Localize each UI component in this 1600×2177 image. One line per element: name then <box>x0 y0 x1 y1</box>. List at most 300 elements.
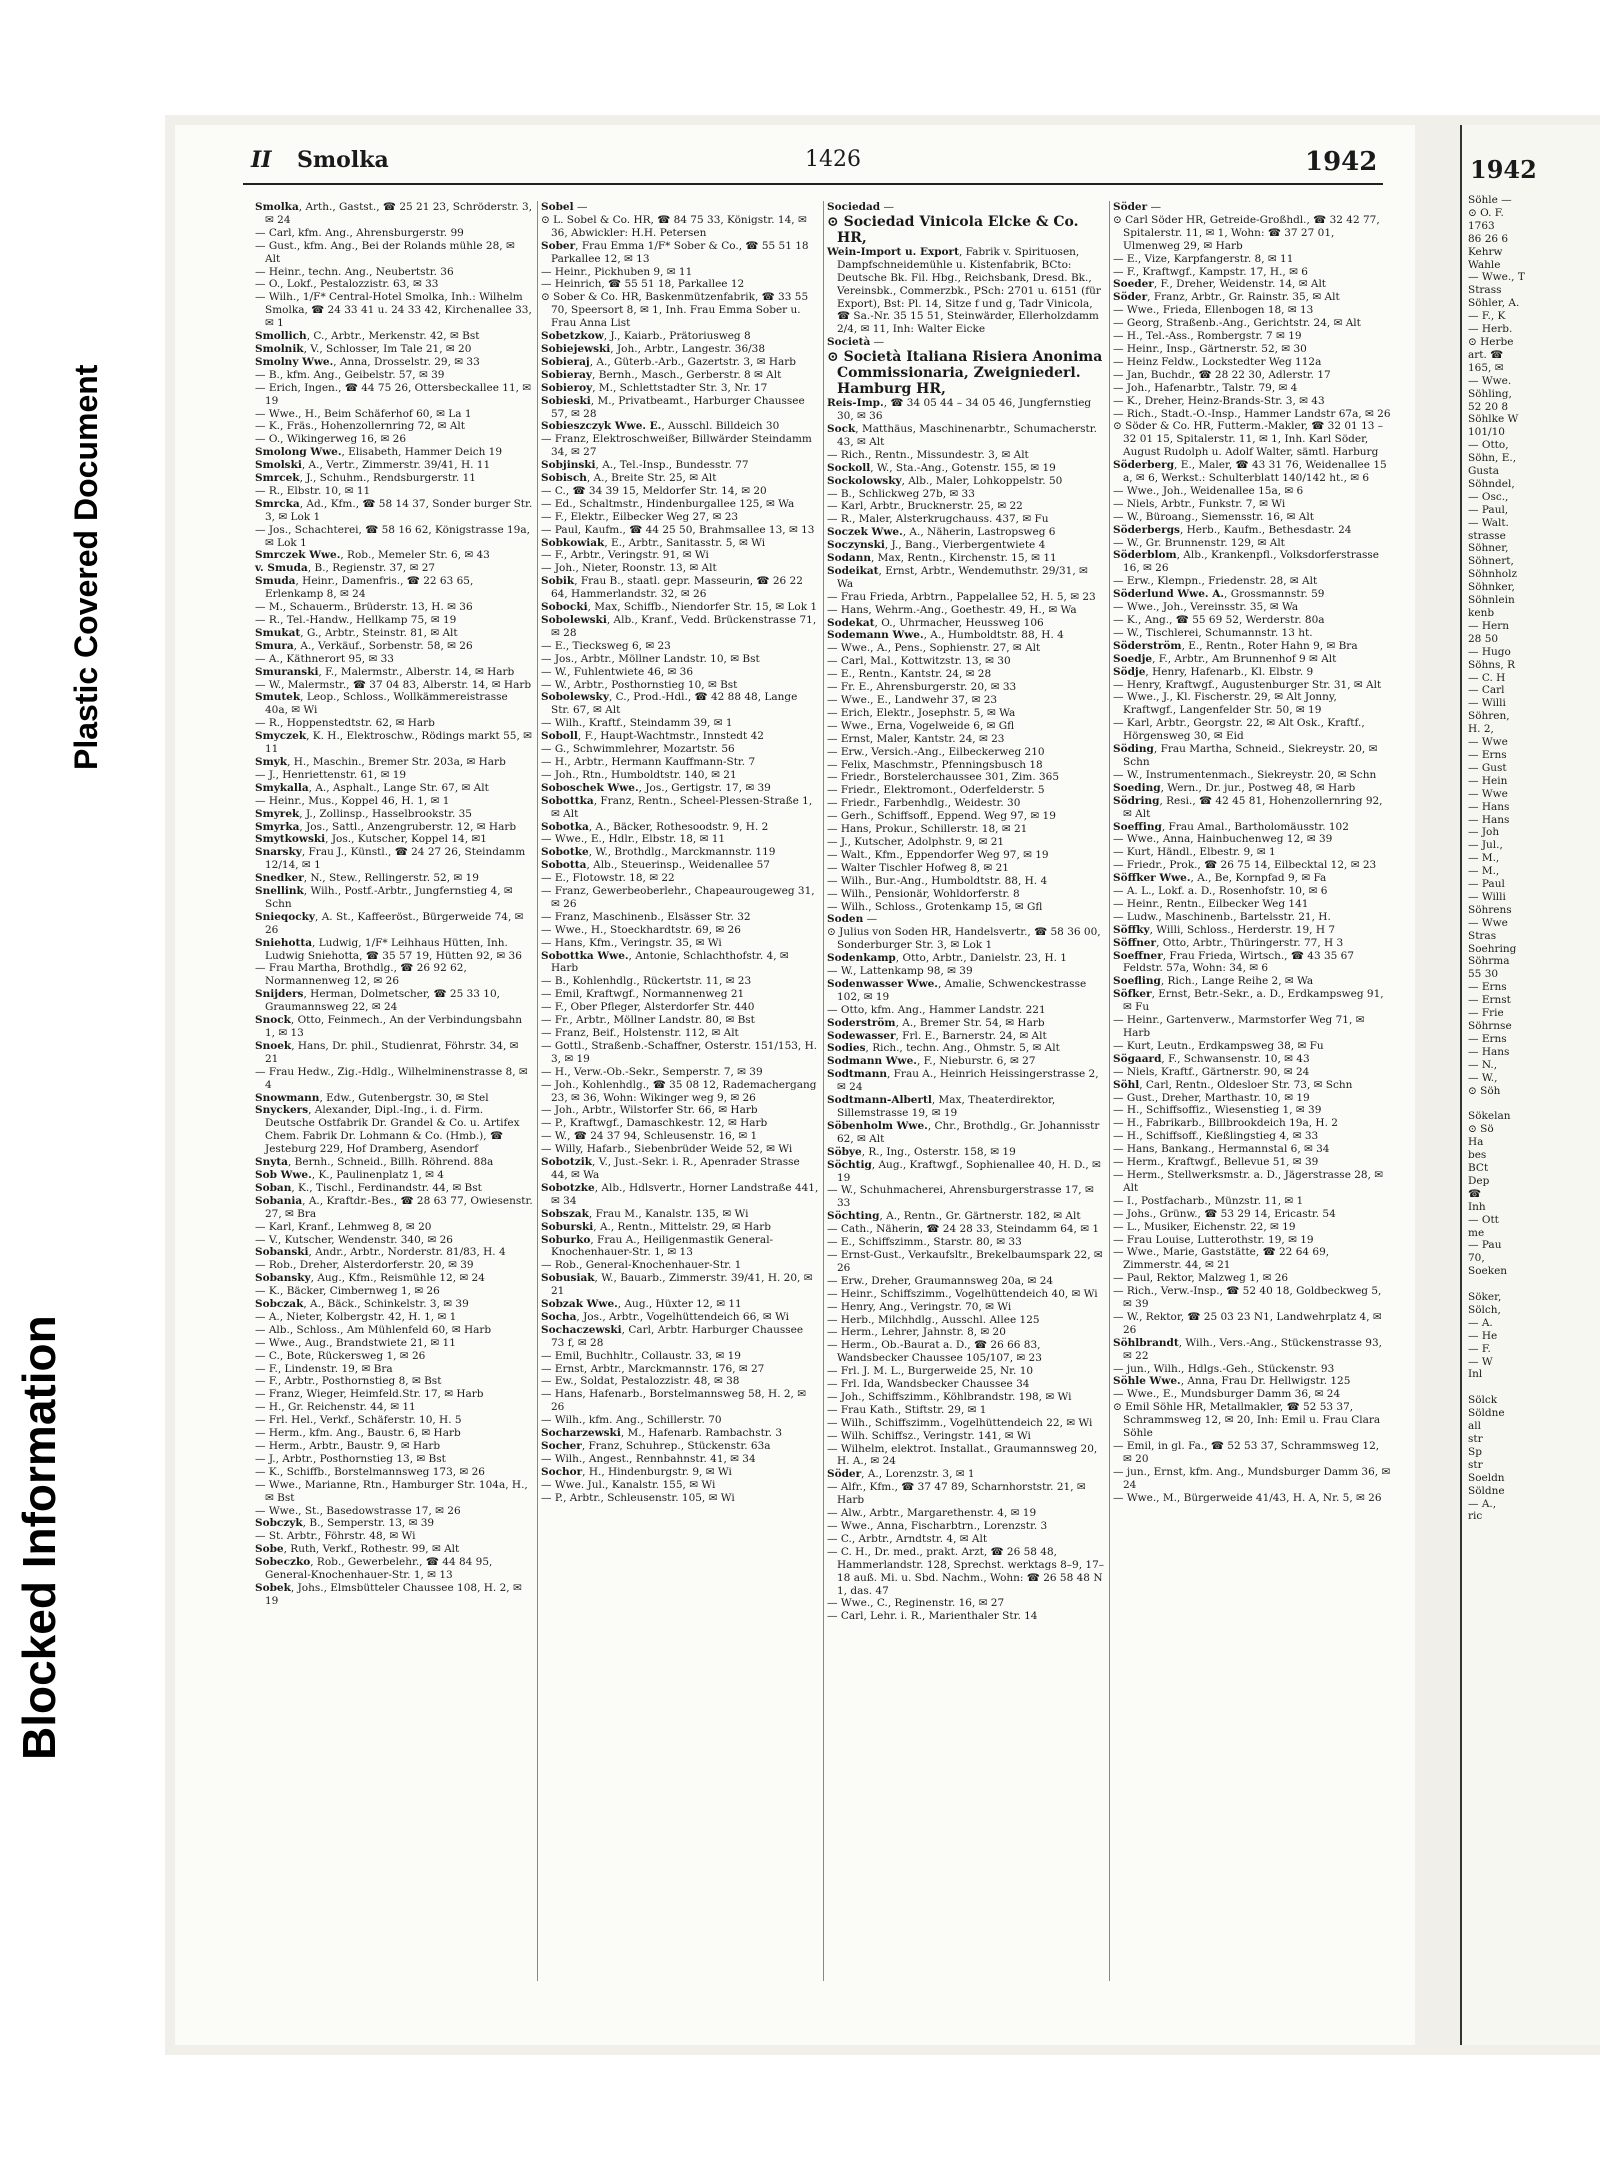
directory-entry: — Erich, Elektr., Josephstr. 5, ✉ Wa <box>827 706 1016 719</box>
directory-entry: Sobik, Frau B., staatl. gepr. Masseurin, ☎ 26 22 64, Hammerlandstr. 32, ✉ 26 <box>541 575 803 601</box>
directory-entry: Söder — <box>1113 201 1161 213</box>
directory-entry: — Gottl., Straßenb.-Schaffner, Osterstr. 151/153, H. 3, ✉ 19 <box>541 1039 818 1065</box>
adjacent-page-line: — Erns <box>1468 1032 1507 1045</box>
directory-entry: Sobotzke, Alb., Hdlsvertr., Horner Landstraße 441, ✉ 34 <box>541 1181 819 1207</box>
adjacent-page-line: Söhling, <box>1468 387 1512 400</box>
directory-entry: Sniehotta, Ludwig, 1/F* Leihhaus Hütten, Inh. Ludwig Sniehotta, ☎ 35 57 19, Hütten 92, ✉ 36 <box>255 936 522 962</box>
directory-entry: — Otto, kfm. Ang., Hammer Landstr. 221 <box>827 1003 1046 1016</box>
directory-entry: ⊙ Sober & Co. HR, Baskenmützenfabrik, ☎ 33 55 70, Speersort 8, ✉ 1, Inh. Frau Emma Sober u. Frau Anna List <box>541 291 809 330</box>
directory-entry: Sobek, Johs., Elmsbütteler Chaussee 108, H. 2, ✉ 19 <box>255 1581 522 1607</box>
directory-entry: — Emil, Kraftwgf., Normannenweg 21 <box>541 988 745 1001</box>
directory-entry: — J., Arbtr., Posthornstieg 13, ✉ Bst <box>255 1452 446 1465</box>
adjacent-page-line: Söhle — <box>1468 194 1512 206</box>
directory-entry: Söderström, E., Rentn., Roter Hahn 9, ✉ Bra <box>1113 639 1358 652</box>
directory-entry: — Ludw., Maschinenb., Bartelsstr. 21, H. <box>1113 910 1331 923</box>
header-rule <box>243 183 1383 185</box>
directory-entry: Söderberg, E., Maler, ☎ 43 31 76, Weidenallee 15 a, ✉ 6, Werkst.: Schulterblatt 140/142 ht., ✉ 6 <box>1113 459 1387 485</box>
adjacent-page-line: str <box>1468 1433 1483 1445</box>
directory-entry: — Heinz Feldw., Lockstedter Weg 112a <box>1113 355 1322 368</box>
directory-entry: Smyrek, J., Zollinsp., Hasselbrookstr. 35 <box>255 807 472 820</box>
directory-entry: — Frl. J. M. L., Burgerweide 25, Nr. 10 <box>827 1365 1034 1378</box>
directory-entry: — Gust., kfm. Ang., Bei der Rolands mühle 28, ✉ Alt <box>255 239 515 265</box>
directory-entry: Soban, K., Tischl., Ferdinandstr. 44, ✉ Bst <box>255 1181 482 1194</box>
directory-entry: — F., Lindenstr. 19, ✉ Bra <box>255 1362 393 1375</box>
column-1 <box>255 201 533 1608</box>
adjacent-page-line: Söhrnse <box>1468 1020 1512 1032</box>
directory-entry: — Willy, Hafarb., Siebenbrüder Weide 52, ✉ Wi <box>541 1143 793 1156</box>
header-year: 1942 <box>1305 147 1378 177</box>
adjacent-page-year: 1942 <box>1470 155 1537 184</box>
directory-entry: ⊙ L. Sobel & Co. HR, ☎ 84 75 33, Königstr. 14, ✉ 36, Abwickler: H.H. Petersen <box>541 213 807 239</box>
adjacent-page-line: — Wwe <box>1468 736 1508 749</box>
directory-entry: Soeffing, Frau Amal., Bartholomäusstr. 102 <box>1113 820 1349 833</box>
adjacent-page-line: 52 20 8 <box>1468 400 1509 413</box>
directory-entry: — Herm., Arbtr., Baustr. 9, ✉ Harb <box>255 1440 441 1452</box>
directory-entry: — Frau Kath., Stiftstr. 29, ✉ 1 <box>827 1403 987 1416</box>
adjacent-page-line: 165, ✉ <box>1468 361 1504 374</box>
adjacent-page-line: — Wwe <box>1468 916 1508 929</box>
adjacent-page-line: — Hein <box>1468 774 1508 787</box>
directory-entry: Soburski, A., Rentn., Mittelstr. 29, ✉ Harb <box>541 1220 772 1233</box>
header-name: Smolka <box>297 147 389 173</box>
column-3 <box>827 201 1105 1623</box>
directory-entry: — Erich, Ingen., ☎ 44 75 26, Ottersbeckallee 11, ✉ 19 <box>255 381 532 407</box>
directory-entry: — St. Arbtr., Föhrstr. 48, ✉ Wi <box>255 1530 416 1543</box>
directory-entry: — Ed., Schaltmstr., Hindenburgallee 125, ✉ Wa <box>541 497 795 510</box>
adjacent-page-line: Dep <box>1468 1174 1490 1187</box>
directory-entry: Snijders, Herman, Dolmetscher, ☎ 25 33 10, Graumannsweg 22, ✉ 24 <box>255 988 500 1014</box>
adjacent-page-line: — Carl <box>1468 684 1505 697</box>
directory-entry: — Alfr., Kfm., ☎ 37 47 89, Scharnhorststr. 21, ✉ Harb <box>827 1481 1086 1507</box>
directory-entry: Sobolewsky, C., Prod.-Hdl., ☎ 42 88 48, Lange Str. 67, ✉ Alt <box>541 691 798 717</box>
directory-entry: Sodtmann, Frau A., Heinrich Heissingerstrasse 2, ✉ 24 <box>827 1068 1099 1094</box>
directory-entry: Società — <box>827 336 885 349</box>
directory-entry: ⊙ Sociedad Vinicola Elcke & Co. HR, <box>827 213 1079 246</box>
directory-entry: Soderström, A., Bremer Str. 54, ✉ Harb <box>827 1016 1045 1029</box>
directory-entry: Sodies, Rich., techn. Ang., Ohmstr. 5, ✉ Alt <box>827 1042 1060 1055</box>
directory-entry: — Hans, Prokur., Schillerstr. 18, ✉ 21 <box>827 823 1028 836</box>
directory-entry: Soefling, Rich., Lange Reihe 2, ✉ Wa <box>1113 975 1314 988</box>
directory-entry: Smura, A., Verkäuf., Sorbenstr. 58, ✉ 26 <box>255 639 473 652</box>
directory-entry: — Rich., Rentn., Missundestr. 3, ✉ Alt <box>827 448 1029 461</box>
directory-entry: Snarsky, Frau J., Künstl., ☎ 24 27 26, Steindamm 12/14, ✉ 1 <box>255 846 526 872</box>
directory-entry: Sobczyk, B., Semperstr. 13, ✉ 39 <box>255 1517 435 1530</box>
directory-entry: — Ew., Soldat, Pestalozzistr. 48, ✉ 38 <box>541 1375 740 1388</box>
directory-entry: Sochor, H., Hindenburgstr. 9, ✉ Wi <box>541 1465 732 1478</box>
directory-entry: — Carl, Mal., Kottwitzstr. 13, ✉ 30 <box>827 655 1011 668</box>
directory-entry: Snieqocky, A. St., Kaffeeröst., Bürgerweide 74, ✉ 26 <box>255 910 524 936</box>
directory-entry: — H., Gr. Reichenstr. 44, ✉ 11 <box>255 1401 416 1414</box>
adjacent-page-line: — Erns <box>1468 981 1507 994</box>
directory-entry: Sodemann Wwe., A., Humboldtstr. 88, H. 4 <box>827 629 1064 642</box>
directory-entry: — Wwe., Joh., Weidenallee 15a, ✉ 6 <box>1113 484 1304 497</box>
directory-entry: Smolski, A., Vertr., Zimmerstr. 39/41, H. 11 <box>255 459 491 472</box>
adjacent-page-line: 28 50 <box>1468 632 1499 645</box>
adjacent-page-line: — Wwe. <box>1468 374 1512 387</box>
directory-entry: — jun., Wilh., Hdlgs.-Geh., Stückenstr. 93 <box>1113 1362 1335 1375</box>
directory-entry: Sobolewski, Alb., Kranf., Vedd. Brückenstrasse 71, ✉ 28 <box>541 614 817 639</box>
adjacent-page-line: 1763 <box>1468 219 1495 232</box>
adjacent-page-line: 55 30 <box>1468 968 1499 981</box>
directory-entry: Söffner, Otto, Arbtr., Thüringerstr. 77, H 3 <box>1113 936 1344 949</box>
directory-entry: — C., ☎ 34 39 15, Meldorfer Str. 14, ✉ 20 <box>541 484 767 497</box>
directory-entry: — Walter Tischler Hofweg 8, ✉ 21 <box>827 861 1009 874</box>
directory-entry: — W., Lattenkamp 98, ✉ 39 <box>827 965 973 978</box>
directory-entry: — Wwe., A., Pens., Sophienstr. 27, ✉ Alt <box>827 642 1041 655</box>
directory-entry: Sobotke, W., Brothdlg., Marckmannstr. 119 <box>541 846 776 859</box>
adjacent-page-line: strasse <box>1468 529 1506 542</box>
adjacent-page-line: — A. <box>1468 1316 1493 1329</box>
directory-entry: — Herm., Stellwerksmstr. a. D., Jägerstrasse 28, ✉ Alt <box>1113 1168 1384 1194</box>
adjacent-page-line: ☎ <box>1468 1187 1482 1200</box>
adjacent-page-line: Soehring <box>1468 942 1517 955</box>
directory-entry: Snedker, N., Stew., Rellingerstr. 52, ✉ 19 <box>255 872 479 885</box>
directory-entry: Söffker Wwe., A., Be, Kornpfad 9, ✉ Fa <box>1113 872 1327 885</box>
directory-entry: — W., Malermstr., ☎ 37 04 83, Alberstr. 14, ✉ Harb <box>255 678 532 691</box>
directory-entry: — B., Kohlenhdlg., Rückertstr. 11, ✉ 23 <box>541 975 752 988</box>
directory-entry: Sockoll, W., Sta.-Ang., Gotenstr. 155, ✉ 19 <box>827 461 1056 474</box>
directory-entry: Sobieszczyk Wwe. E., Ausschl. Billdeich 30 <box>541 420 780 433</box>
directory-entry: Sobiejewski, Joh., Arbtr., Langestr. 36/38 <box>541 342 766 355</box>
adjacent-page-line: — F., K <box>1468 310 1506 323</box>
adjacent-page-line: Söldne <box>1468 1484 1505 1497</box>
adjacent-page-line: Sölck <box>1468 1394 1498 1407</box>
directory-entry: — Alb., Schloss., Am Mühlenfeld 60, ✉ Harb <box>255 1323 492 1336</box>
directory-entry: — W., Schuhmacherei, Ahrensburgerstrasse 17, ✉ 33 <box>827 1184 1094 1210</box>
directory-entry: Söchting, A., Rentn., Gr. Gärtnerstr. 182, ✉ Alt <box>827 1210 1081 1223</box>
directory-entry: Söhl, Carl, Rentn., Oldesloer Str. 73, ✉ Schn <box>1113 1078 1353 1091</box>
directory-entry: Sodekat, O., Uhrmacher, Heussweg 106 <box>827 616 1044 629</box>
directory-entry: Smyczek, K. H., Elektroschw., Rödings markt 55, ✉ 11 <box>255 730 532 756</box>
directory-entry: — Heinrich, ☎ 55 51 18, Parkallee 12 <box>541 278 745 291</box>
adjacent-page-line: Söldne <box>1468 1407 1505 1420</box>
directory-entry: — H., Arbtr., Hermann Kauffmann-Str. 7 <box>541 755 756 768</box>
directory-entry: — E., Flotowstr. 18, ✉ 22 <box>541 872 675 885</box>
adjacent-page-line: ⊙ O. F. <box>1468 206 1504 219</box>
adjacent-page-line: — W <box>1468 1355 1493 1368</box>
directory-entry: — Frau Hedw., Zig.-Hdlg., Wilhelminenstrasse 8, ✉ 4 <box>255 1065 528 1091</box>
adjacent-page-line: bes <box>1468 1149 1487 1162</box>
directory-entry: — Joh., Schiffszimm., Köhlbrandstr. 198, ✉ Wi <box>827 1390 1072 1403</box>
directory-entry: Smyrka, Jos., Sattl., Anzengruberstr. 12, ✉ Harb <box>255 820 517 833</box>
page-number: 1426 <box>805 147 861 172</box>
directory-entry: — Frau Martha, Brothdlg., ☎ 26 92 62, Normannenweg 12, ✉ 26 <box>255 962 467 988</box>
adjacent-page-line: me <box>1468 1226 1485 1239</box>
directory-entry: — A., Käthnerort 95, ✉ 33 <box>255 652 394 665</box>
directory-entry: — Frau Frieda, Arbtrn., Pappelallee 52, H. 5, ✉ 23 <box>827 590 1096 603</box>
directory-entry: — H., Tel.-Ass., Rombergstr. 7 ✉ 19 <box>1113 330 1302 343</box>
adjacent-page-line: — Jul., <box>1468 839 1503 852</box>
directory-entry: — Fr. E., Ahrensburgerstr. 20, ✉ 33 <box>827 681 1017 694</box>
directory-entry: Sodenwasser Wwe., Amalie, Schwenckestrasse 102, ✉ 19 <box>827 977 1087 1003</box>
directory-entry: Söding, Frau Martha, Schneid., Siekreystr. 20, ✉ Schn <box>1113 743 1378 768</box>
directory-entry: Snock, Otto, Feinmech., An der Verbindungsbahn 1, ✉ 13 <box>255 1014 523 1039</box>
directory-entry: — Henry, Ang., Veringstr. 70, ✉ Wi <box>827 1300 1012 1313</box>
column-divider <box>1109 201 1110 1981</box>
adjacent-page-line: Soeldn <box>1468 1471 1505 1484</box>
adjacent-page-line: Söhler, A. <box>1468 297 1520 310</box>
directory-entry: — W., Rektor, ☎ 25 03 23 N1, Landwehrplatz 4, ✉ 26 <box>1113 1310 1382 1336</box>
directory-entry: — Wwe., E., Hdlr., Elbstr. 18, ✉ 11 <box>541 833 726 846</box>
directory-entry: Sobieraj, A., Güterb.-Arb., Gazertstr. 3, ✉ Harb <box>541 355 796 368</box>
adjacent-page-line: ⊙ Söh <box>1468 1084 1501 1097</box>
directory-entry: — Karl, Kranf., Lehmweg 8, ✉ 20 <box>255 1220 432 1233</box>
adjacent-page-line: Söhnlein <box>1468 594 1515 607</box>
adjacent-page-line: ⊙ Sö <box>1468 1123 1494 1136</box>
directory-entry: — Joh., Arbtr., Wilstorfer Str. 66, ✉ Harb <box>541 1104 758 1117</box>
directory-entry: — Hans, Bankang., Hermannstal 6, ✉ 34 <box>1113 1143 1330 1156</box>
directory-entry: Sobusiak, W., Bauarb., Zimmerstr. 39/41, H. 20, ✉ 21 <box>541 1272 813 1298</box>
directory-entry: — K., Dreher, Heinz-Brands-Str. 3, ✉ 43 <box>1113 394 1325 407</box>
directory-entry: ⊙ Società Italiana Risiera Anonima Commissionaria, Zweigniederl. Hamburg HR, <box>827 349 1103 398</box>
column-divider <box>537 201 538 1981</box>
directory-entry: — P., Arbtr., Schleusenstr. 105, ✉ Wi <box>541 1491 735 1504</box>
directory-entry: — Hans, Hafenarb., Borstelmannsweg 58, H. 2, ✉ 26 <box>541 1388 807 1414</box>
adjacent-page-line: Strass <box>1468 284 1502 297</box>
directory-entry: — Friedr., Borstelerchaussee 301, Zim. 365 <box>827 771 1060 784</box>
directory-entry: Smollich, C., Arbtr., Merkenstr. 42, ✉ Bst <box>255 330 480 343</box>
directory-entry: Smrcek, J., Schuhm., Rendsburgerstr. 11 <box>255 472 476 485</box>
directory-entry: — Franz, Elektroschweißer, Billwärder Steindamm 34, ✉ 27 <box>541 433 812 459</box>
adjacent-page-line: — M., <box>1468 852 1500 865</box>
directory-entry: — C., Bote, Rückersweg 1, ✉ 26 <box>255 1349 426 1362</box>
directory-entry: — K., Fräs., Hohenzollernring 72, ✉ Alt <box>255 420 465 433</box>
directory-entry: — W., Fuhlentwiete 46, ✉ 36 <box>541 665 694 678</box>
section-number: II <box>251 147 272 173</box>
page-header <box>175 147 1415 187</box>
directory-entry: Sobel — <box>541 201 588 213</box>
directory-entry: Sobetzkow, J., Kaiarb., Prätoriusweg 8 <box>541 330 751 343</box>
directory-entry: ⊙ Carl Söder HR, Getreide-Großhdl., ☎ 32 42 77, Spitalerstr. 11, ✉ 1, Wohn: ☎ 37 27 01, Ulmenweg 29, ✉ Harb <box>1113 213 1380 252</box>
directory-entry: v. Smuda, B., Regienstr. 37, ✉ 27 <box>255 562 436 575</box>
adjacent-page-line: 86 26 6 <box>1468 232 1509 245</box>
directory-entry: Smrczek Wwe., Rob., Memeler Str. 6, ✉ 43 <box>255 549 490 562</box>
directory-entry: Söder, A., Lorenzstr. 3, ✉ 1 <box>827 1468 975 1481</box>
directory-entry: — O., Lokf., Pestalozzistr. 63, ✉ 33 <box>255 278 439 291</box>
directory-entry: — Friedr., Prok., ☎ 26 75 14, Eilbecktal 12, ✉ 23 <box>1113 859 1377 872</box>
directory-entry: — Herm., Ob.-Baurat a. D., ☎ 26 66 83, Wandsbecker Chaussee 105/107, ✉ 23 <box>827 1339 1042 1365</box>
directory-entry: — Kurt, Leutn., Erdkampsweg 38, ✉ Fu <box>1113 1039 1324 1052</box>
directory-entry: Söhlbrandt, Wilh., Vers.-Ang., Stückenstrasse 93, ✉ 22 <box>1113 1336 1383 1362</box>
directory-entry: — P., Kraftwgf., Damaschkestr. 12, ✉ Harb <box>541 1117 768 1130</box>
adjacent-page-line: — Hans <box>1468 1045 1510 1058</box>
directory-entry: Sochaczewski, Carl, Arbtr. Harburger Chaussee 73 f, ✉ 28 <box>541 1323 804 1349</box>
directory-entry: — Joh., Hafenarbtr., Talstr. 79, ✉ 4 <box>1113 381 1298 394</box>
directory-entry: — Heinr., Schiffszimm., Vogelhüttendeich 40, ✉ Wi <box>827 1287 1098 1300</box>
directory-entry: Sockolowsky, Alb., Maler, Lohkoppelstr. 50 <box>827 474 1063 487</box>
directory-entry: — Heinr., Rentn., Eilbecker Weg 141 <box>1113 897 1309 910</box>
directory-entry: — W., Gr. Brunnenstr. 129, ✉ Alt <box>1113 536 1285 549</box>
adjacent-page-line: Söhnert, <box>1468 555 1514 568</box>
adjacent-page-line: Söhns, R <box>1468 658 1516 671</box>
directory-entry: ⊙ Söder & Co. HR, Futterm.-Makler, ☎ 32 01 13 – 32 01 15, Spitalerstr. 11, ✉ 1, Inh. Karl Söder, August Rudolph u. Adolf Walter, sämtl. Harburg <box>1113 420 1384 459</box>
directory-entry: — Herm., Lehrer, Jahnstr. 8, ✉ 20 <box>827 1326 1006 1339</box>
directory-entry: Soczynski, J., Bang., Vierbergentwiete 4 <box>827 539 1046 552</box>
adjacent-page-line: Wahle <box>1468 258 1501 271</box>
directory-entry: Smolka, Arth., Gastst., ☎ 25 21 23, Schröderstr. 3, ✉ 24 <box>255 201 533 226</box>
directory-columns <box>255 201 1391 2001</box>
directory-entry: — Ernst, Arbtr., Marckmannstr. 176, ✉ 27 <box>541 1362 765 1375</box>
plastic-covered-label: Plastic Covered Document <box>68 364 104 770</box>
directory-entry: — Herm., Kraftwgf., Bellevue 51, ✉ 39 <box>1113 1156 1319 1169</box>
directory-entry: — Henry, Kraftwgf., Augustenburger Str. 31, ✉ Alt <box>1113 678 1382 691</box>
directory-entry: — I., Postfacharb., Münzstr. 11, ✉ 1 <box>1113 1194 1304 1207</box>
directory-entry: — B., kfm. Ang., Geibelstr. 57, ✉ 39 <box>255 368 445 381</box>
directory-entry: — Emil, Buchhltr., Collaustr. 33, ✉ 19 <box>541 1349 741 1362</box>
adjacent-page-line: H. 2, <box>1468 723 1494 736</box>
directory-entry: Söderblom, Alb., Krankenpfl., Volksdorferstrasse 16, ✉ 26 <box>1113 549 1380 575</box>
directory-entry: Soboll, F., Haupt-Wachtmstr., Innstedt 42 <box>541 730 764 743</box>
directory-entry: — Wilh., kfm. Ang., Schillerstr. 70 <box>541 1414 722 1427</box>
directory-entry: — Wwe., H., Stoeckhardtstr. 69, ✉ 26 <box>541 923 741 936</box>
directory-entry: Sobieski, M., Privatbeamt., Harburger Chaussee 57, ✉ 28 <box>541 394 805 420</box>
directory-entry: — W., Bürоang., Siemensstr. 16, ✉ Alt <box>1113 510 1314 523</box>
side-labels <box>0 0 160 2177</box>
directory-entry: — Frl. Ida, Wandsbecker Chaussee 34 <box>827 1378 1030 1391</box>
adjacent-page-line: — Ott <box>1468 1213 1499 1226</box>
adjacent-page-line: Kehrw <box>1468 245 1503 258</box>
directory-entry: — Heinr., Mus., Koppel 46, H. 1, ✉ 1 <box>255 794 450 807</box>
directory-entry: — F., Arbtr., Veringstr. 91, ✉ Wi <box>541 549 709 562</box>
adjacent-page-line: all <box>1468 1420 1481 1433</box>
adjacent-page-line: — Herb. <box>1468 323 1513 336</box>
adjacent-page-line: — Hans <box>1468 813 1510 826</box>
adjacent-page-line: — F. <box>1468 1342 1491 1355</box>
directory-entry: — Wwe., Anna, Fischarbtrn., Lorenzstr. 3 <box>827 1520 1048 1532</box>
directory-entry: — Joh., Kohlenhdlg., ☎ 35 08 12, Rademachergang 23, ✉ 36, Wohn: Wikinger weg 9, ✉ 26 <box>541 1078 817 1104</box>
directory-entry: Sobieroy, M., Schlettstadter Str. 3, Nr. 17 <box>541 381 768 394</box>
directory-entry: — Franz, Wieger, Heimfeld.Str. 17, ✉ Harb <box>255 1388 484 1401</box>
directory-entry: — Felix, Maschmstr., Pfenningsbusch 18 <box>827 758 1043 771</box>
directory-entry: Sock, Matthäus, Maschinenarbtr., Schumacherstr. 43, ✉ Alt <box>827 422 1097 448</box>
directory-entry: — Friedr., Elektromont., Oderfelderstr. 5 <box>827 784 1045 797</box>
directory-entry: Sobczak, A., Bäck., Schinkelstr. 3, ✉ 39 <box>255 1298 469 1311</box>
adjacent-page-line: — Hugo <box>1468 645 1511 658</box>
directory-entry: — H., Fabrikarb., Billbrookdeich 19a, H. 2 <box>1113 1117 1338 1130</box>
directory-entry: Sociedad — <box>827 201 894 213</box>
directory-entry: Sobanski, Andr., Arbtr., Norderstr. 81/83, H. 4 <box>255 1246 506 1259</box>
adjacent-page-line: Söhrma <box>1468 955 1510 968</box>
directory-entry: — Jos., Schachterei, ☎ 58 16 62, Königstrasse 19a, ✉ Lok 1 <box>255 523 530 549</box>
directory-entry: Smuda, Heinr., Damenfris., ☎ 22 63 65, Erlenkamp 8, ✉ 24 <box>255 575 474 601</box>
directory-entry: — W., Instrumentenmach., Siekreystr. 20, ✉ Schn <box>1113 768 1377 781</box>
directory-entry: Södring, Resi., ☎ 42 45 81, Hohenzollernring 92, ✉ Alt <box>1113 794 1383 820</box>
adjacent-page-line <box>1468 1278 1600 1291</box>
directory-entry: Sobania, A., Kraftdr.-Bes., ☎ 28 63 77, Owiesenstr. 27, ✉ Bra <box>255 1194 533 1220</box>
directory-entry: Sodeikat, Ernst, Arbtr., Wendemuthstr. 29/31, ✉ Wa <box>827 564 1088 590</box>
directory-entry: — Wwe., Erna, Vogelweide 6, ✉ Gfl <box>827 719 1015 732</box>
directory-entry: — F., Ober Pfleger, Alsterdorfer Str. 440 <box>541 1001 755 1014</box>
directory-entry: — Johs., Grünw., ☎ 53 29 14, Ericastr. 54 <box>1113 1207 1336 1220</box>
directory-entry: Wein-Import u. Export, Fabrik v. Spirituosen, Dampfschneidemühle u. Kistenfabrik, BCto: Deutsche Bk. Fil. Hbg., Reichsbank, Dresd. Bk., Vereinsbk., Commerzbk., PSch: 2701 u. 6151 (für Export), Bst: Pl. 14, Sitze f und g, Tadr Vinicola, ☎ Sa.-Nr. 35 15 51, Steinwärder, Ellerholzdamm 2/4, ✉ 11, Inh: Walter Eicke <box>827 245 1101 336</box>
adjacent-page-lines <box>1462 194 1600 1523</box>
directory-entry: Smolny Wwe., Anna, Drosselstr. 29, ✉ 33 <box>255 355 480 368</box>
directory-entry: ⊙ Julius von Soden HR, Handelsvertr., ☎ 58 36 00, Sonderburger Str. 3, ✉ Lok 1 <box>827 926 1101 952</box>
directory-entry: — Herb., Milchhdlg., Ausschl. Allee 125 <box>827 1313 1040 1326</box>
directory-entry: Södje, Henry, Hafenarb., Kl. Elbstr. 9 <box>1113 665 1314 678</box>
directory-entry: — Wilh., 1/F* Central-Hotel Smolka, Inh.: Wilhelm Smolka, ☎ 24 33 41 u. 24 33 42, Kirchenallee 33, ✉ 1 <box>255 291 532 330</box>
adjacent-page-line: Stras <box>1468 929 1497 942</box>
directory-entry: — Wwe. Jul., Kanalstr. 155, ✉ Wi <box>541 1478 716 1491</box>
adjacent-page-line: Söhnker, <box>1468 581 1515 594</box>
directory-entry: — Gerh., Schiffsoff., Eppend. Weg 97, ✉ 19 <box>827 810 1056 823</box>
directory-entry: — Georg, Straßenb.-Ang., Gerichtstr. 24, ✉ Alt <box>1113 317 1361 330</box>
blocked-information-label: Blocked Information <box>13 1315 65 1760</box>
directory-entry: — W., Arbtr., Posthornstieg 10, ✉ Bst <box>541 678 738 691</box>
directory-entry: — J., Kutscher, Adolphstr. 9, ✉ 21 <box>827 835 1005 848</box>
directory-entry: Sögaard, F., Schwansenstr. 10, ✉ 43 <box>1113 1052 1310 1065</box>
directory-entry: Sobotka, A., Bäcker, Rothesoodstr. 9, H. 2 <box>541 820 769 833</box>
adjacent-page-line: Söhlke W <box>1468 413 1519 426</box>
directory-entry: — Wilh., Kraftf., Steindamm 39, ✉ 1 <box>541 717 733 730</box>
directory-entry: Sobottka, Franz, Rentn., Scheel-Plessen-Straße 1, ✉ Alt <box>541 794 813 820</box>
directory-entry: — O., Wikingerweg 16, ✉ 26 <box>255 433 407 446</box>
directory-entry: — Wwe., M., Bürgerweide 41/43, H. A, Nr. 5, ✉ 26 <box>1113 1491 1382 1504</box>
adjacent-page-line: Sölch, <box>1468 1303 1501 1316</box>
directory-entry: — Erw., Versich.-Ang., Eilbeckerweg 210 <box>827 745 1045 758</box>
directory-entry: Sodmann Wwe., F., Nieburstr. 6, ✉ 27 <box>827 1055 1036 1068</box>
directory-entry: Söder, Franz, Arbtr., Gr. Rainstr. 35, ✉ Alt <box>1113 291 1340 304</box>
directory-entry: Sobkowiak, E., Arbtr., Sanitasstr. 5, ✉ Wi <box>541 536 766 549</box>
column-2 <box>541 201 819 1505</box>
directory-entry: Socharzewski, M., Hafenarb. Rambachstr. 3 <box>541 1427 783 1440</box>
directory-entry: — Erw., Dreher, Graumannsweg 20a, ✉ 24 <box>827 1274 1054 1287</box>
adjacent-page-line: — Paul <box>1468 878 1505 891</box>
directory-entry: — Erw., Klempn., Friedenstr. 28, ✉ Alt <box>1113 575 1318 588</box>
adjacent-page-line: — Wwe., T <box>1468 271 1525 284</box>
directory-entry: Sobisch, A., Breite Str. 25, ✉ Alt <box>541 472 717 485</box>
adjacent-page-line <box>1468 1097 1600 1110</box>
directory-entry: Soedje, F., Arbtr., Am Brunnenhof 9 ✉ Alt <box>1113 652 1337 665</box>
directory-entry: — W., Tischlerei, Schumannstr. 13 ht. <box>1113 626 1313 639</box>
directory-entry: — Paul, Kaufm., ☎ 44 25 50, Brahmsallee 13, ✉ 13 <box>541 523 815 536</box>
directory-entry: — V., Kutscher, Wendenstr. 340, ✉ 26 <box>255 1233 453 1246</box>
directory-entry: Söbenholm Wwe., Chr., Brothdlg., Gr. Johannisstr 62, ✉ Alt <box>827 1119 1100 1145</box>
adjacent-page-line: — Otto, <box>1468 439 1509 452</box>
directory-entry: — Paul, Rektor, Malzweg 1, ✉ 26 <box>1113 1272 1289 1285</box>
directory-entry: — Carl, kfm. Ang., Ahrensburgerstr. 99 <box>255 226 464 239</box>
directory-entry: Sobzak Wwe., Aug., Hüxter 12, ✉ 11 <box>541 1298 742 1311</box>
directory-entry: — Wwe., C., Reginenstr. 16, ✉ 27 <box>827 1597 1005 1610</box>
directory-entry: — Wilh., Schloss., Grotenkamp 15, ✉ Gfl <box>827 900 1043 913</box>
directory-entry: Sobansky, Aug., Kfm., Reismühle 12, ✉ 24 <box>255 1272 485 1285</box>
directory-entry: — Rich., Stadt.-O.-Insp., Hammer Landstr 67a, ✉ 26 <box>1113 407 1391 420</box>
directory-entry: — A. L., Lokf. a. D., Rosenhofstr. 10, ✉ 6 <box>1113 885 1328 898</box>
directory-entry: — R., Tel.-Handw., Hellkamp 75, ✉ 19 <box>255 614 457 626</box>
directory-entry: Sobe, Ruth, Verkf., Rothestr. 99, ✉ Alt <box>255 1543 460 1556</box>
adjacent-page-line: — Willi <box>1468 890 1506 903</box>
adjacent-page-line: Gusta <box>1468 465 1500 478</box>
directory-entry: — Friedr., Farbenhdlg., Weidestr. 30 <box>827 797 1021 810</box>
adjacent-page-line: — Hern <box>1468 619 1509 632</box>
adjacent-page-line: 101/10 <box>1468 426 1505 439</box>
directory-entry: Söchtig, Aug., Kraftwgf., Sophienallee 40, H. D., ✉ 19 <box>827 1158 1101 1184</box>
directory-entry: Smukat, G., Arbtr., Steinstr. 81, ✉ Alt <box>255 626 458 639</box>
adjacent-page-line: — W., <box>1468 1071 1498 1084</box>
directory-entry: — H., Schiffsoffiz., Wiesenstieg 1, ✉ 39 <box>1113 1104 1322 1117</box>
adjacent-page-line: Sökelan <box>1468 1110 1511 1123</box>
directory-entry: — C. H., Dr. med., prakt. Arzt, ☎ 26 58 48, Hammerlandstr. 128, Sprechst. werktags 8–9, 17–18 auß. Mi. u. Sbd. Nachm., Wohn: ☎ 26 58 48 N 1, das. 47 <box>827 1545 1105 1597</box>
directory-entry: — Emil, in gl. Fa., ☎ 52 53 37, Schrammsweg 12, ✉ 20 <box>1113 1440 1380 1465</box>
directory-entry: Socha, Jos., Arbtr., Vogelhüttendeich 66, ✉ Wi <box>541 1310 790 1323</box>
directory-entry: — Heinr., Pickhuben 9, ✉ 11 <box>541 265 693 278</box>
adjacent-page-line: — Walt. <box>1468 516 1509 529</box>
directory-entry: — F., Arbtr., Posthornstieg 8, ✉ Bst <box>255 1375 442 1388</box>
adjacent-page-line: — Wwe <box>1468 787 1508 800</box>
directory-entry: — Frl. Hel., Verkf., Schäferstr. 10, H. 5 <box>255 1414 462 1427</box>
directory-entry: — Wwe., Marianne, Rtn., Hamburger Str. 104a, H., ✉ Bst <box>255 1478 528 1504</box>
adjacent-page-line: Inh <box>1468 1200 1486 1213</box>
